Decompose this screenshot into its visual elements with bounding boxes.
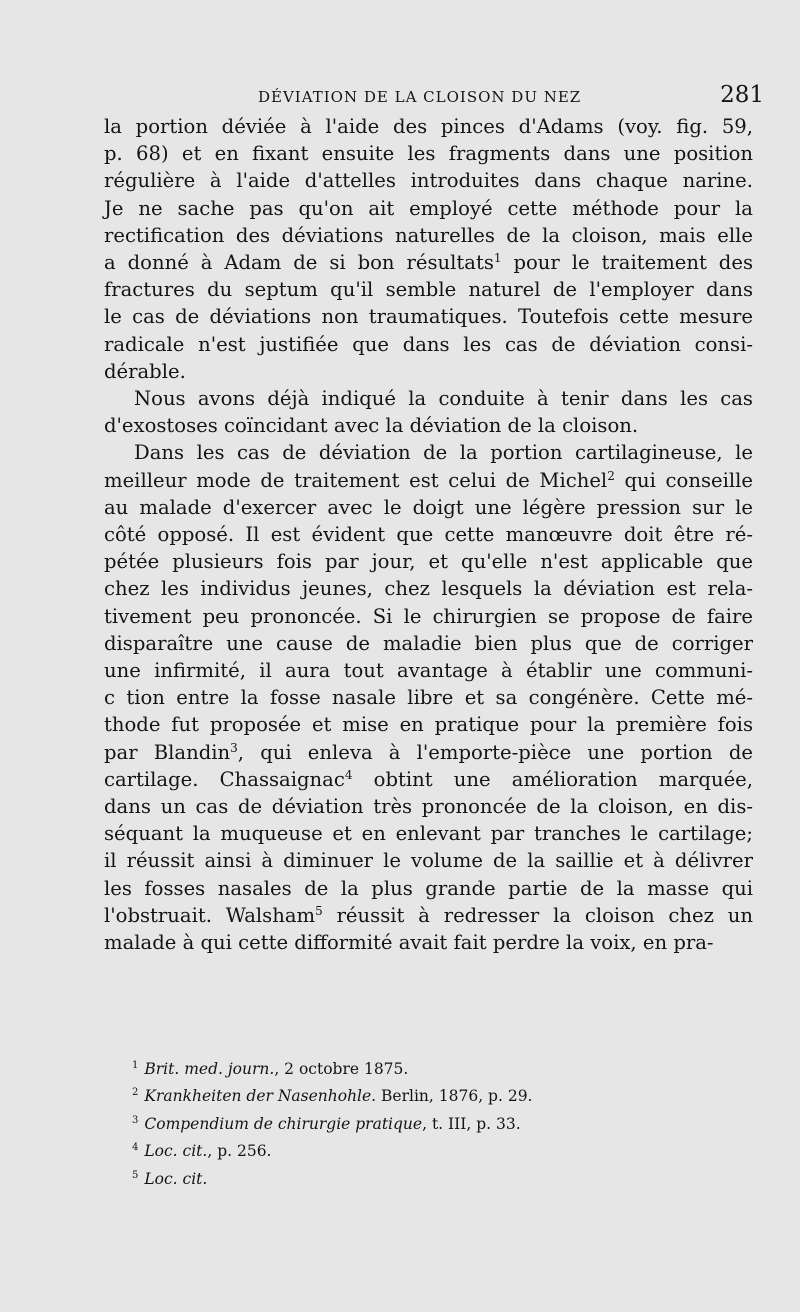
footnote-detail: , p. 256.: [207, 1142, 272, 1161]
text-line: [104, 303, 753, 330]
line-text: tivement peu prononcée. Si le chirurgien se propose de faire: [104, 604, 753, 628]
footnote: [132, 1054, 692, 1081]
footnote-reference: 1: [493, 251, 502, 266]
line-text: la portion déviée à l'aide des pinces d'Adams (voy. fig. 59,: [104, 115, 753, 138]
text-line: [104, 875, 753, 902]
line-text: les fosses nasales de la plus grande partie de la masse qui: [104, 876, 753, 900]
line-text: meilleur mode de traitement est celui de Michel: [104, 468, 608, 492]
footnote-reference: 5: [315, 903, 323, 918]
footnote-mark: 2: [132, 1087, 139, 1099]
line-text: d'exostoses coïncidant avec la déviation de la cloison.: [104, 414, 639, 438]
text-line: [104, 195, 753, 222]
text-line: [104, 140, 753, 167]
line-text: chez les individus jeunes, chez lesquels la déviation est rela-: [104, 577, 753, 601]
text-line: [104, 630, 753, 657]
text-line: [104, 358, 753, 385]
text-line: [104, 766, 753, 793]
footnote-mark: 5: [132, 1169, 139, 1181]
line-text: Dans les cas de déviation de la portion cartilagineuse, le: [134, 441, 753, 465]
footnote-mark: 3: [132, 1114, 139, 1126]
footnote: [132, 1164, 692, 1191]
text-line: [104, 276, 753, 303]
footnote-title: Brit. med. journ.: [144, 1060, 275, 1078]
text-line: [104, 739, 753, 766]
footnote-mark: 1: [132, 1060, 139, 1071]
text-line: [104, 113, 753, 140]
text-line: [104, 548, 753, 575]
text-line: [104, 167, 753, 194]
footnote-detail: , 2 octobre 1875.: [274, 1060, 409, 1078]
paragraph: [104, 113, 753, 385]
line-text: une infirmité, il aura tout avantage à établir une communi-: [104, 659, 753, 683]
footnote-reference: 3: [230, 740, 238, 755]
line-text: Je ne sache pas qu'on ait employé cette méthode pour la: [104, 196, 753, 220]
line-text: côté opposé. Il est évident que cette manœuvre doit être ré-: [104, 523, 753, 547]
text-line: [104, 657, 753, 684]
text-line: [104, 222, 753, 249]
line-text: dans un cas de déviation très prononcée de la cloison, en dis-: [104, 795, 753, 819]
line-text: par Blandin: [104, 740, 231, 764]
line-text-continued: réussit à redresser la cloison chez un: [322, 903, 754, 927]
footnote: [132, 1136, 692, 1163]
line-text: régulière à l'aide d'attelles introduites dans chaque narine.: [104, 169, 753, 193]
paragraph: [104, 439, 753, 956]
text-line: [104, 847, 753, 874]
line-text: malade à qui cette difformité avait fait perdre la voix, en pra-: [104, 931, 714, 955]
line-text: séquant la muqueuse et en enlevant par tranches le cartilage;: [104, 822, 753, 846]
text-line: [104, 467, 753, 494]
footnote: [132, 1109, 692, 1136]
text-line: [104, 603, 753, 630]
line-text: dérable.: [104, 359, 186, 383]
line-text: rectification des déviations naturelles de la cloison, mais elle: [104, 223, 753, 247]
footnote-detail: , t. III, p. 33.: [422, 1114, 521, 1133]
text-line: [104, 521, 753, 548]
footnote-title: Loc. cit.: [144, 1169, 208, 1188]
text-line: [104, 929, 753, 956]
line-text-continued: obtint une amélioration marquée,: [352, 767, 753, 791]
line-text: au malade d'exercer avec le doigt une légère pression sur le: [104, 495, 753, 519]
footnote-reference: 2: [607, 468, 615, 483]
text-line: [104, 412, 753, 439]
page-number: 281: [720, 82, 764, 108]
line-text: c tion entre la fosse nasale libre et sa congénère. Cette mé-: [104, 686, 753, 710]
text-line: [104, 249, 753, 276]
line-text: pétée plusieurs fois par jour, et qu'elle n'est applicable que: [104, 550, 753, 574]
text-line: [104, 331, 753, 358]
line-text: thode fut proposée et mise en pratique pour la première fois: [104, 713, 753, 737]
footnote-reference: 4: [344, 767, 353, 782]
text-line: [104, 439, 753, 466]
line-text-continued: pour le traitement des: [501, 251, 753, 275]
line-text: l'obstruait. Walsham: [104, 903, 316, 927]
text-line: [104, 575, 753, 602]
text-line: [104, 494, 753, 521]
running-title: DÉVIATION DE LA CLOISON DU NEZ: [258, 88, 582, 106]
footnotes: [132, 1054, 692, 1191]
text-line: [104, 820, 753, 847]
line-text: il réussit ainsi à diminuer le volume de la saillie et à délivrer: [104, 849, 753, 873]
footnote-title: Krankheiten der Nasenhohle.: [144, 1087, 377, 1106]
line-text: cartilage. Chassaignac: [104, 767, 345, 791]
footnote-title: Compendium de chirurgie pratique: [144, 1114, 423, 1133]
line-text: fractures du septum qu'il semble naturel de l'employer dans: [104, 278, 753, 302]
footnote: [132, 1081, 692, 1108]
body-text: [104, 113, 753, 956]
footnote-detail: Berlin, 1876, p. 29.: [376, 1087, 533, 1106]
line-text-continued: , qui enleva à l'emporte-pièce une portion de: [237, 740, 753, 764]
text-line: [104, 711, 753, 738]
text-line: [104, 684, 753, 711]
line-text: le cas de déviations non traumatiques. Toutefois cette mesure: [104, 305, 753, 329]
footnote-title: Loc. cit.: [144, 1142, 208, 1161]
text-line: [104, 793, 753, 820]
line-text: radicale n'est justifiée que dans les cas de déviation consi-: [104, 332, 753, 356]
footnote-mark: 4: [132, 1142, 139, 1154]
line-text: disparaître une cause de maladie bien plus que de corriger: [104, 631, 753, 655]
text-line: [104, 385, 753, 412]
line-text: Nous avons déjà indiqué la conduite à tenir dans les cas: [134, 387, 753, 411]
line-text: p. 68) et en fixant ensuite les fragments dans une position: [104, 142, 753, 166]
text-line: [104, 902, 753, 929]
paragraph: [104, 385, 753, 439]
line-text: a donné à Adam de si bon résultats: [104, 251, 494, 275]
running-header: [104, 82, 764, 112]
line-text-continued: qui conseille: [614, 468, 753, 492]
